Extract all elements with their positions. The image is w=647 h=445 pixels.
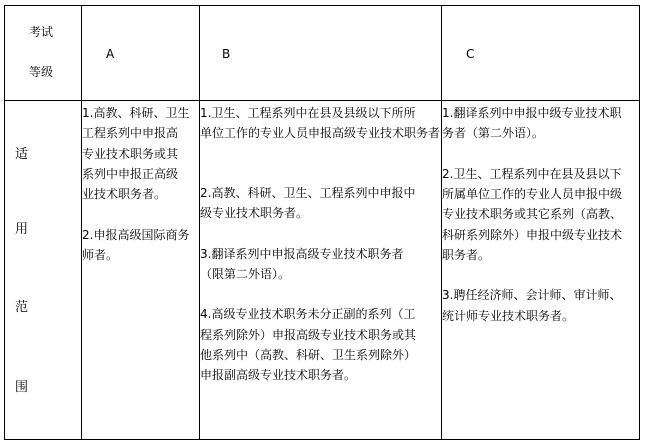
column-b-line: 3.翻译系列中申报高级专业技术职务者 (200, 247, 404, 261)
table-border-right (639, 5, 640, 440)
table-border-bottom (4, 439, 640, 440)
row-label-char: 适 (15, 147, 29, 162)
table-border-left (4, 5, 5, 440)
column-a-line: 师者。 (82, 248, 119, 262)
column-c-line: 3.聘任经济师、会计师、审计师、 (442, 288, 622, 302)
column-a-line: 业技术职务者。 (82, 187, 167, 201)
column-b-line: 4.高级专业技术职务未分正副的系列（工 (200, 307, 416, 321)
column-c-line: 务者（第二外语）。 (442, 126, 545, 140)
column-b-line: 1.卫生、工程系列中在县及县级以下所所 (200, 106, 416, 120)
column-header-b: B (222, 47, 231, 61)
column-b-line: 2.高教、科研、卫生、工程系列中申报中 (200, 186, 416, 200)
row-label-char: 用 (15, 222, 29, 237)
row-label-char: 围 (15, 380, 29, 395)
column-c-line: 1.翻译系列中申报中级专业技术职 (442, 106, 622, 120)
column-c-line: 2.卫生、工程系列中在县及县以下 (442, 167, 622, 181)
column-a-line: 1.高教、科研、卫生 (82, 106, 190, 120)
column-b-line: 申报副高级专业技术职务者。 (200, 368, 357, 382)
column-b-body (200, 101, 441, 439)
column-c-line: 科研系列除外）申报中级专业技术 (442, 228, 623, 242)
column-a-line: 工程系列中申报高 (82, 126, 179, 140)
row-label-char: 范 (15, 300, 29, 315)
column-c-line: 职务者。 (442, 248, 491, 262)
column-a-line: 2.申报高级国际商务 (82, 228, 190, 242)
column-c-body (442, 101, 639, 439)
column-b-line: 单位工作的专业人员申报高级专业技术职务者 (200, 126, 441, 140)
column-b-line: 程系列除外）申报高级专业技术职务或其 (200, 328, 417, 342)
column-a-body (82, 101, 199, 439)
column-b-line: （限第二外语）。 (200, 267, 291, 281)
column-b-line: 级专业技术职务者。 (200, 206, 309, 220)
column-c-line: 专业技术职务或其它系列（高教、 (442, 207, 623, 221)
column-header-a: A (106, 47, 115, 61)
table-border-top (4, 5, 640, 6)
column-b-line: 他系列中（高教、科研、卫生系列除外） (200, 348, 417, 362)
column-a-line: 专业技术职务或其 (82, 147, 179, 161)
column-c-line: 所属单位工作的专业人员申报中级 (442, 187, 623, 201)
corner-label-level: 等级 (29, 65, 54, 79)
column-c-line: 统计师专业技术职务者。 (442, 309, 575, 323)
corner-label-exam: 考试 (29, 25, 54, 39)
column-a-line: 系列中申报正高级 (82, 167, 179, 181)
column-header-c: C (466, 47, 475, 61)
